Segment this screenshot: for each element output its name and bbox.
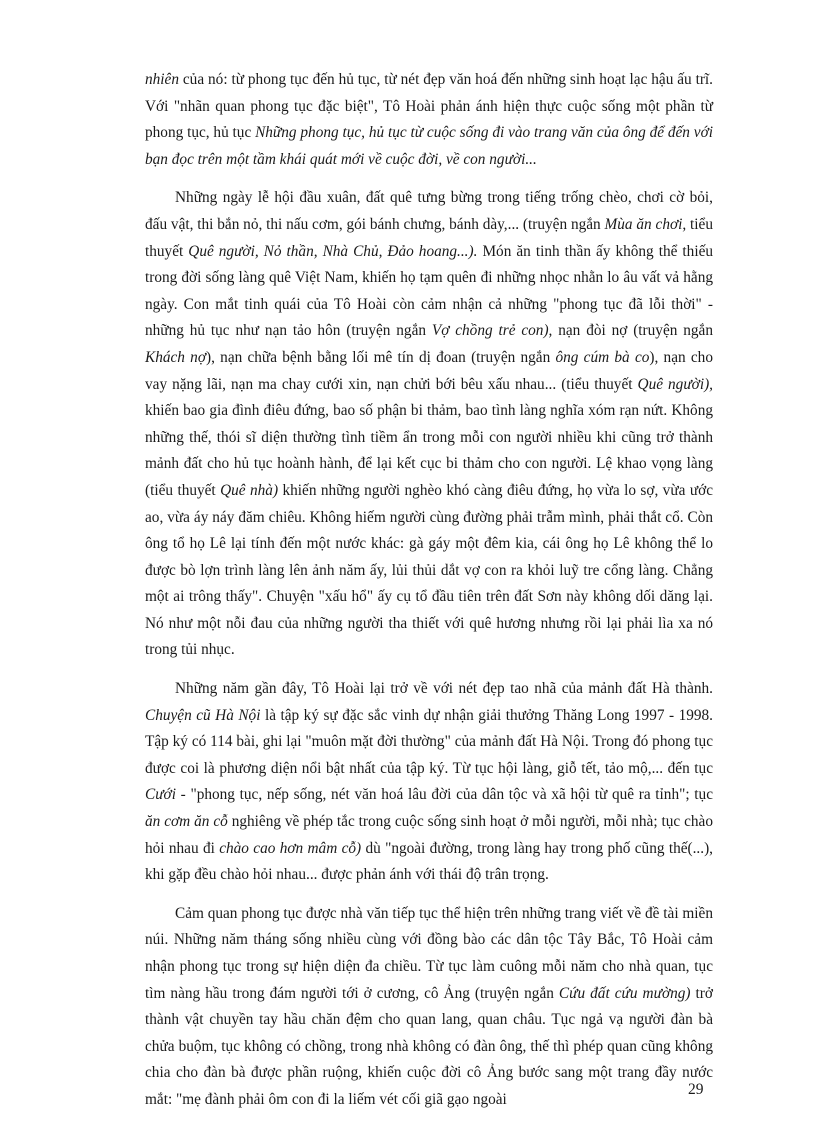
italic-text-run: Cứu đất cứu mường) bbox=[558, 984, 691, 1002]
text-run: của nó: từ phong tục đến hủ tục, từ nét đẹp văn hoá đến những sinh hoạt lạc hậu ấu trĩ. Với "nhãn quan phong tục đặc biệt", Tô Hoài phản ánh hiện thực cuộc sống một phần từ phong tục, hủ tục bbox=[145, 71, 713, 142]
italic-text-run: Chuyện cũ Hà Nội bbox=[145, 706, 261, 724]
italic-text-run: Quê nhà) bbox=[220, 481, 279, 499]
italic-text-run: Quê người), bbox=[637, 375, 713, 393]
italic-text-run: nhiên bbox=[145, 71, 179, 88]
italic-text-run: ông cúm bà co bbox=[555, 348, 650, 366]
italic-text-run: Vợ chồng trẻ con), bbox=[431, 322, 553, 340]
paragraph bbox=[145, 185, 713, 664]
text-run: - "phong tục, nếp sống, nét văn hoá lâu đời của dân tộc và xã hội từ quê ra tỉnh"; tục bbox=[175, 786, 713, 804]
text-run: tiểu thuyết bbox=[145, 215, 713, 260]
italic-text-run: ăn cơm ăn cỗ bbox=[145, 813, 228, 831]
text-run: ), nạn chữa bệnh bằng lối mê tín dị đoan (truyện ngắn bbox=[206, 348, 556, 366]
page-number: 29 bbox=[688, 1081, 704, 1098]
text-run: trở thành vật chuyền tay hầu chăn đệm cho quan lang, quan châu. Tục ngả vạ người đàn bà chửa buộm, tục không có chồng, trong nhà không có đàn ông, thế thì phép quan cũng không chia cho đàn bà được phần ruộng, khiến cuộc đời cô Ảng bước sang một trang đầy nước mắt: "mẹ đành phải ôm con đi la liếm vét cối giã gạo ngoài bbox=[145, 984, 713, 1108]
text-run: Cảm quan phong tục được nhà văn tiếp tục thể hiện trên những trang viết về đề tài miền núi. Những năm tháng sống nhiều cùng với đồng bào các dân tộc Tây Bắc, Tô Hoài cảm nhận phong tục trong sự hiện diện đa chiều. Từ tục làm cuông mỗi năm cho nhà quan, tục tìm nàng hầu trong đám người tới ở cương, cô Ảng (truyện ngắn bbox=[145, 904, 713, 1002]
text-run: Những năm gần đây, Tô Hoài lại trở về với nét đẹp tao nhã của mảnh đất Hà thành. bbox=[175, 680, 713, 698]
text-run: là tập ký sự đặc sắc vinh dự nhận giải thưởng Thăng Long 1997 - 1998. Tập ký có 114 bài, ghi lại "muôn mặt đời thường" của mảnh đất Hà Nội. Trong đó phong tục được coi là phương diện nổi bật nhất của tập ký. Từ tục hội làng, giỗ tết, tảo mộ,... đến tục bbox=[145, 706, 713, 777]
text-run: nạn đòi nợ (truyện ngắn bbox=[552, 322, 713, 340]
italic-text-run: Những phong tục, hủ tục từ cuộc sống đi vào trang văn của ông để đến với bạn đọc trên một tầm khái quát mới về cuộc đời, về con người... bbox=[145, 124, 713, 168]
italic-text-run: Quê người, Nỏ thần, Nhà Chủ, Đảo hoang...). bbox=[188, 242, 478, 260]
body-text bbox=[145, 67, 713, 1114]
italic-text-run: Khách nợ bbox=[145, 348, 206, 366]
text-run: ), nạn cho vay nặng lãi, nạn ma chay cưới xin, nạn chửi bới bêu xấu nhau... (tiểu thuyết bbox=[145, 348, 713, 393]
text-run: dù "ngoài đường, trong làng hay trong phố cũng thế(...), khi gặp đều chào hỏi nhau... được phản ánh với thái độ trân trọng. bbox=[145, 839, 714, 884]
text-run: nghiêng về phép tắc trong cuộc sống sinh hoạt ở mỗi người, mỗi nhà; tục chào hỏi nhau đi bbox=[145, 813, 713, 857]
paragraph bbox=[145, 901, 713, 1114]
text-run: khiến bao gia đình điêu đứng, bao số phận bi thảm, bao tình làng nghĩa xóm rạn nứt. Không những thế, thói sĩ diện thường tình tiềm ẩn trong mỗi con người nhiều khi cũng trở thành mảnh đất cho hủ tục hoành hành, để lại kết cục bi thảm cho con người. Lệ khao vọng làng (tiểu thuyết bbox=[145, 402, 713, 499]
text-run: Những ngày lễ hội đầu xuân, đất quê tưng bừng trong tiếng trống chèo, chơi cờ bỏi, đấu vật, thi bắn nỏ, thi nấu cơm, gói bánh chưng, bánh dày,... (truyện ngắn bbox=[145, 189, 713, 233]
italic-text-run: chào cao hơn mâm cỗ) bbox=[219, 839, 362, 857]
italic-text-run: Cưới bbox=[145, 786, 176, 804]
paragraph bbox=[145, 676, 713, 889]
paragraph bbox=[145, 67, 713, 173]
text-run: Món ăn tinh thần ấy không thể thiếu trong đời sống làng quê Việt Nam, khiến họ tạm quên đi những nhọc nhằn lo âu vất vả hằng ngày. Con mắt tinh quái của Tô Hoài còn cảm nhận cả những "phong tục đã lỗi thời" - những hủ tục như nạn tảo hôn (truyện ngắn bbox=[145, 242, 714, 340]
italic-text-run: Mùa ăn chơi, bbox=[604, 215, 687, 233]
text-run: khiến những người nghèo khó càng điêu đứng, họ vừa lo sợ, vừa ước ao, vừa áy náy đăm chiêu. Không hiếm người cùng đường phải trẫm mình, phải thắt cổ. Còn ông tổ họ Lê lại tính đến một nước khác: gà gáy một đêm kia, cái ông họ Lê không thể lo được bò lợn trình làng lên ảnh năm ấy, lủi thủi dắt vợ con ra khỏi luỹ tre cổng làng. Chẳng một ai trông thấy". Chuyện "xấu hổ" ấy cụ tổ đầu tiên trên đất Sơn này không dối dăng lại. Nó như một nỗi đau của những người tha thiết với quê hương nhưng rồi lại phải lìa xa nó trong tủi nhục. bbox=[145, 481, 713, 659]
